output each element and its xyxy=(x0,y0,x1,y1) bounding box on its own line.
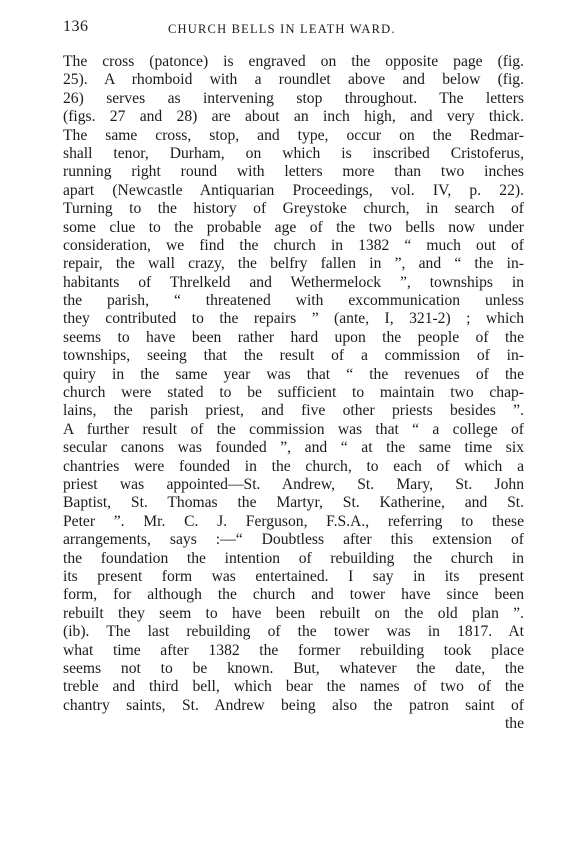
text-line: what time after 1382 the former rebuilding took place xyxy=(63,641,524,659)
text-line: (figs. 27 and 28) are about an inch high, and very thick. xyxy=(63,108,524,126)
text-line: seems to have been rather hard upon the people of the xyxy=(63,328,524,346)
text-line: the foundation the intention of rebuilding the church in xyxy=(63,549,524,567)
text-line: lains, the parish priest, and five other priests besides ”. xyxy=(63,402,524,420)
text-line: (ib). The last rebuilding of the tower was in 1817. At xyxy=(63,623,524,641)
text-line: quiry in the same year was that “ the revenues of the xyxy=(63,365,524,383)
text-line: rebuilt they seem to have been rebuilt on the old plan ”. xyxy=(63,604,524,622)
text-line: Baptist, St. Thomas the Martyr, St. Katherine, and St. xyxy=(63,494,524,512)
text-line: apart (Newcastle Antiquarian Proceedings, vol. IV, p. 22). xyxy=(63,181,524,199)
text-line: 25). A rhomboid with a roundlet above and below (fig. xyxy=(63,71,524,89)
text-line: repair, the wall crazy, the belfry fallen in ”, and “ the in- xyxy=(63,255,524,273)
text-line: The same cross, stop, and type, occur on the Redmar- xyxy=(63,126,524,144)
page-number: 136 xyxy=(63,18,89,35)
text-line: townships, seeing that the result of a commission of in- xyxy=(63,347,524,365)
text-line: chantries were founded in the church, to each of which a xyxy=(63,457,524,475)
text-line: The cross (patonce) is engraved on the opposite page (fig. xyxy=(63,53,524,70)
text-line: running right round with letters more than two inches xyxy=(63,163,524,181)
text-line: Turning to the history of Greystoke church, in search of xyxy=(63,200,524,218)
page-header xyxy=(63,18,524,42)
text-line: arrangements, says :—“ Doubtless after this extension of xyxy=(63,531,524,549)
text-line: church were stated to be sufficient to maintain two chap- xyxy=(63,384,524,402)
text-line: 26) serves as intervening stop throughout. The letters xyxy=(63,89,524,107)
text-line: treble and third bell, which bear the names of two of the xyxy=(63,678,524,696)
text-line: form, for although the church and tower have since been xyxy=(63,586,524,604)
text-line: consideration, we find the church in 1382 “ much out of xyxy=(63,236,524,254)
text-line: shall tenor, Durham, on which is inscribed Cristoferus, xyxy=(63,144,524,162)
text-line: chantry saints, St. Andrew being also the patron saint of xyxy=(63,696,524,714)
text-line: seems not to be known. But, whatever the date, the xyxy=(63,659,524,677)
text-line: habitants of Threlkeld and Wethermelock ”, townships in xyxy=(63,273,524,291)
catchword: the xyxy=(504,715,524,733)
text-line: secular canons was founded ”, and “ at the same time six xyxy=(63,439,524,457)
text-line: they contributed to the repairs ” (ante, I, 321-2) ; which xyxy=(63,310,524,328)
text-line: A further result of the commission was that “ a college of xyxy=(63,420,524,438)
running-title: CHURCH BELLS IN LEATH WARD. xyxy=(168,22,396,36)
body-text xyxy=(63,53,524,733)
text-line: the parish, “ threatened with excommunication unless xyxy=(63,292,524,310)
text-line: Peter ”. Mr. C. J. Ferguson, F.S.A., referring to these xyxy=(63,512,524,530)
text-line: priest was appointed—St. Andrew, St. Mary, St. John xyxy=(63,475,524,493)
text-line: its present form was entertained. I say in its present xyxy=(63,567,524,585)
text-line: some clue to the probable age of the two bells now under xyxy=(63,218,524,236)
